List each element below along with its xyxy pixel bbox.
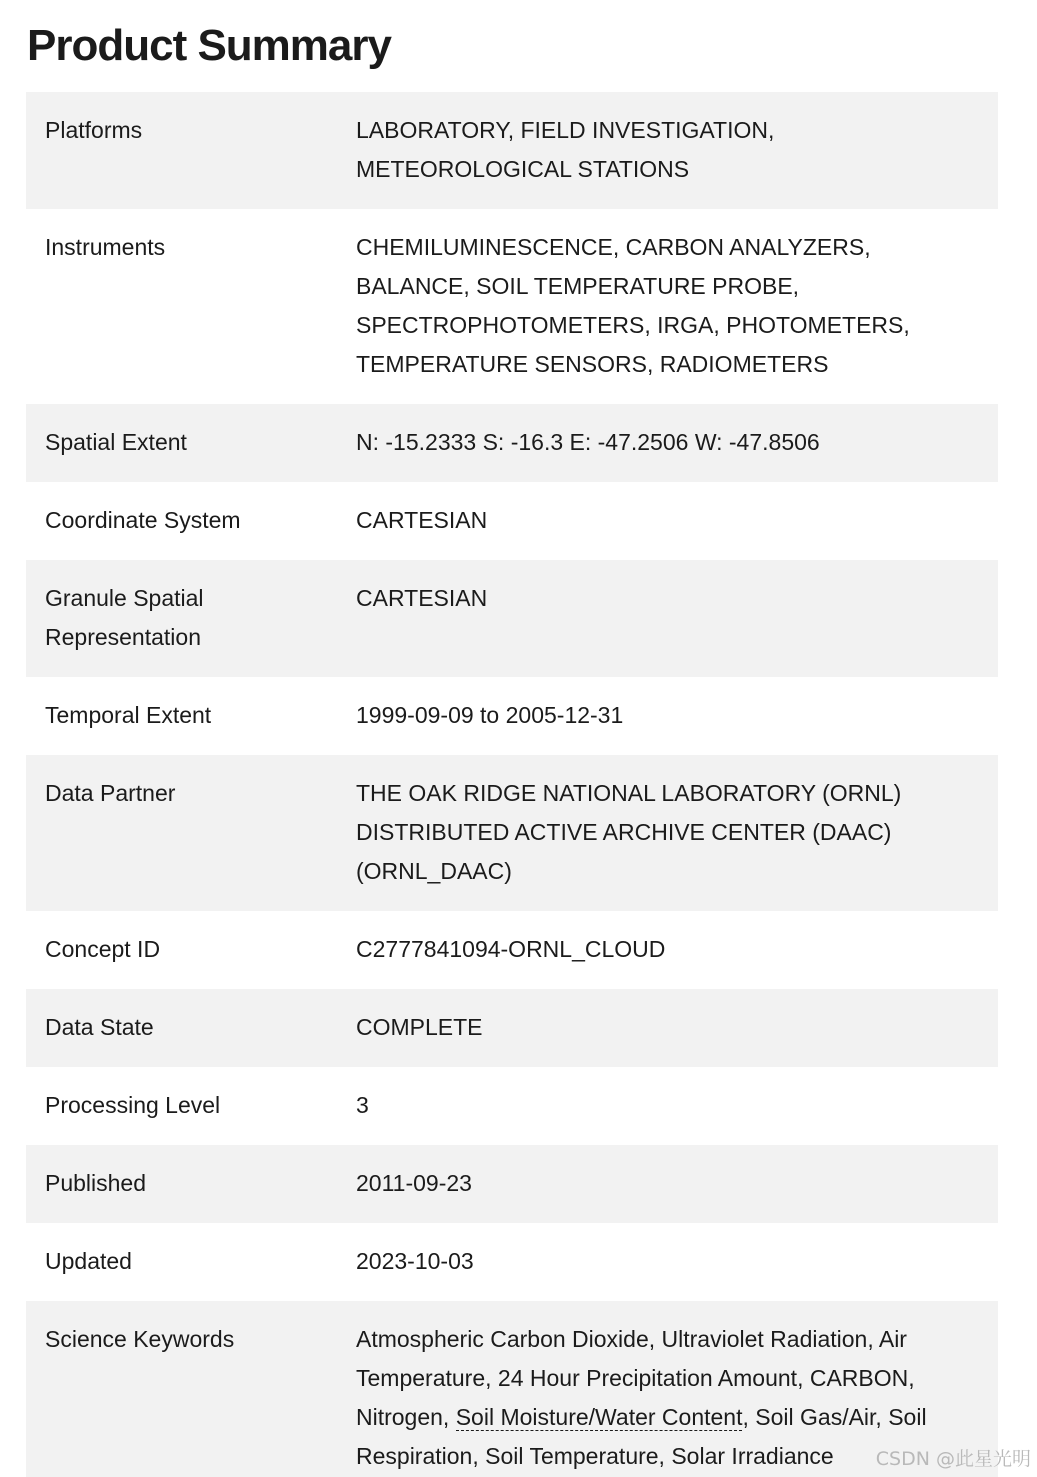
row-label: Spatial Extent [45,429,187,455]
row-label: Concept ID [45,936,161,962]
keyword-link-soil-moisture[interactable]: Soil Moisture/Water Content [455,1404,743,1430]
row-label: Platforms [45,117,143,143]
row-label: Processing Level [45,1092,221,1118]
row-label: Data State [45,1014,154,1040]
row-value: CARTESIAN [356,507,488,533]
row-value: 3 [356,1092,369,1118]
row-processing-level [26,1067,998,1145]
row-label: Coordinate System [45,507,241,533]
row-label-text: Granule Spatial Representation [45,585,204,650]
product-summary-table [26,92,998,1477]
row-updated [26,1223,998,1301]
row-coordinate-system [26,482,998,560]
keywords-text-rest: , Soil Gas/Air, Soil Respiration, Soil Temperature, Solar Irradiance [356,1404,927,1469]
row-value: C2777841094-ORNL_CLOUD [356,936,666,962]
row-spatial-extent [26,404,998,482]
row-platforms [26,92,998,209]
row-granule-spatial-representation [26,560,998,677]
row-data-partner [26,755,998,911]
row-label: Science Keywords [45,1326,235,1352]
page-title: Product Summary [27,21,391,70]
row-label: Published [45,1170,147,1196]
row-value: CHEMILUMINESCENCE, CARBON ANALYZERS, BALANCE, SOIL TEMPERATURE PROBE, SPECTROPHOTOMETERS, IRGA, PHOTOMETERS, TEMPERATURE SENSORS, RADIOMETERS [356,234,910,377]
row-instruments [26,209,998,404]
row-label [26,579,338,657]
row-label: Updated [45,1248,132,1274]
row-value: 2023-10-03 [356,1248,474,1274]
row-concept-id [26,911,998,989]
row-data-state [26,989,998,1067]
row-value: 1999-09-09 to 2005-12-31 [356,702,624,728]
row-value: 2011-09-23 [356,1170,472,1196]
row-value: COMPLETE [356,1014,483,1040]
row-label: Instruments [45,234,166,260]
row-value: N: -15.2333 S: -16.3 E: -47.2506 W: -47.8506 [356,429,820,455]
row-published [26,1145,998,1223]
row-value: THE OAK RIDGE NATIONAL LABORATORY (ORNL) DISTRIBUTED ACTIVE ARCHIVE CENTER (DAAC) (ORNL_DAAC) [356,780,902,884]
keywords-text: Atmospheric Carbon Dioxide, Ultraviolet Radiation, Air Temperature, 24 Hour Precipitation Amount, CARBON, Nitrogen, [356,1326,915,1430]
row-value: LABORATORY, FIELD INVESTIGATION, METEOROLOGICAL STATIONS [356,117,775,182]
watermark: CSDN @此星光明 [875,1448,1031,1470]
row-label: Data Partner [45,780,176,806]
row-label: Temporal Extent [45,702,212,728]
row-value: CARTESIAN [356,585,488,611]
row-science-keywords [26,1301,998,1477]
row-temporal-extent [26,677,998,755]
